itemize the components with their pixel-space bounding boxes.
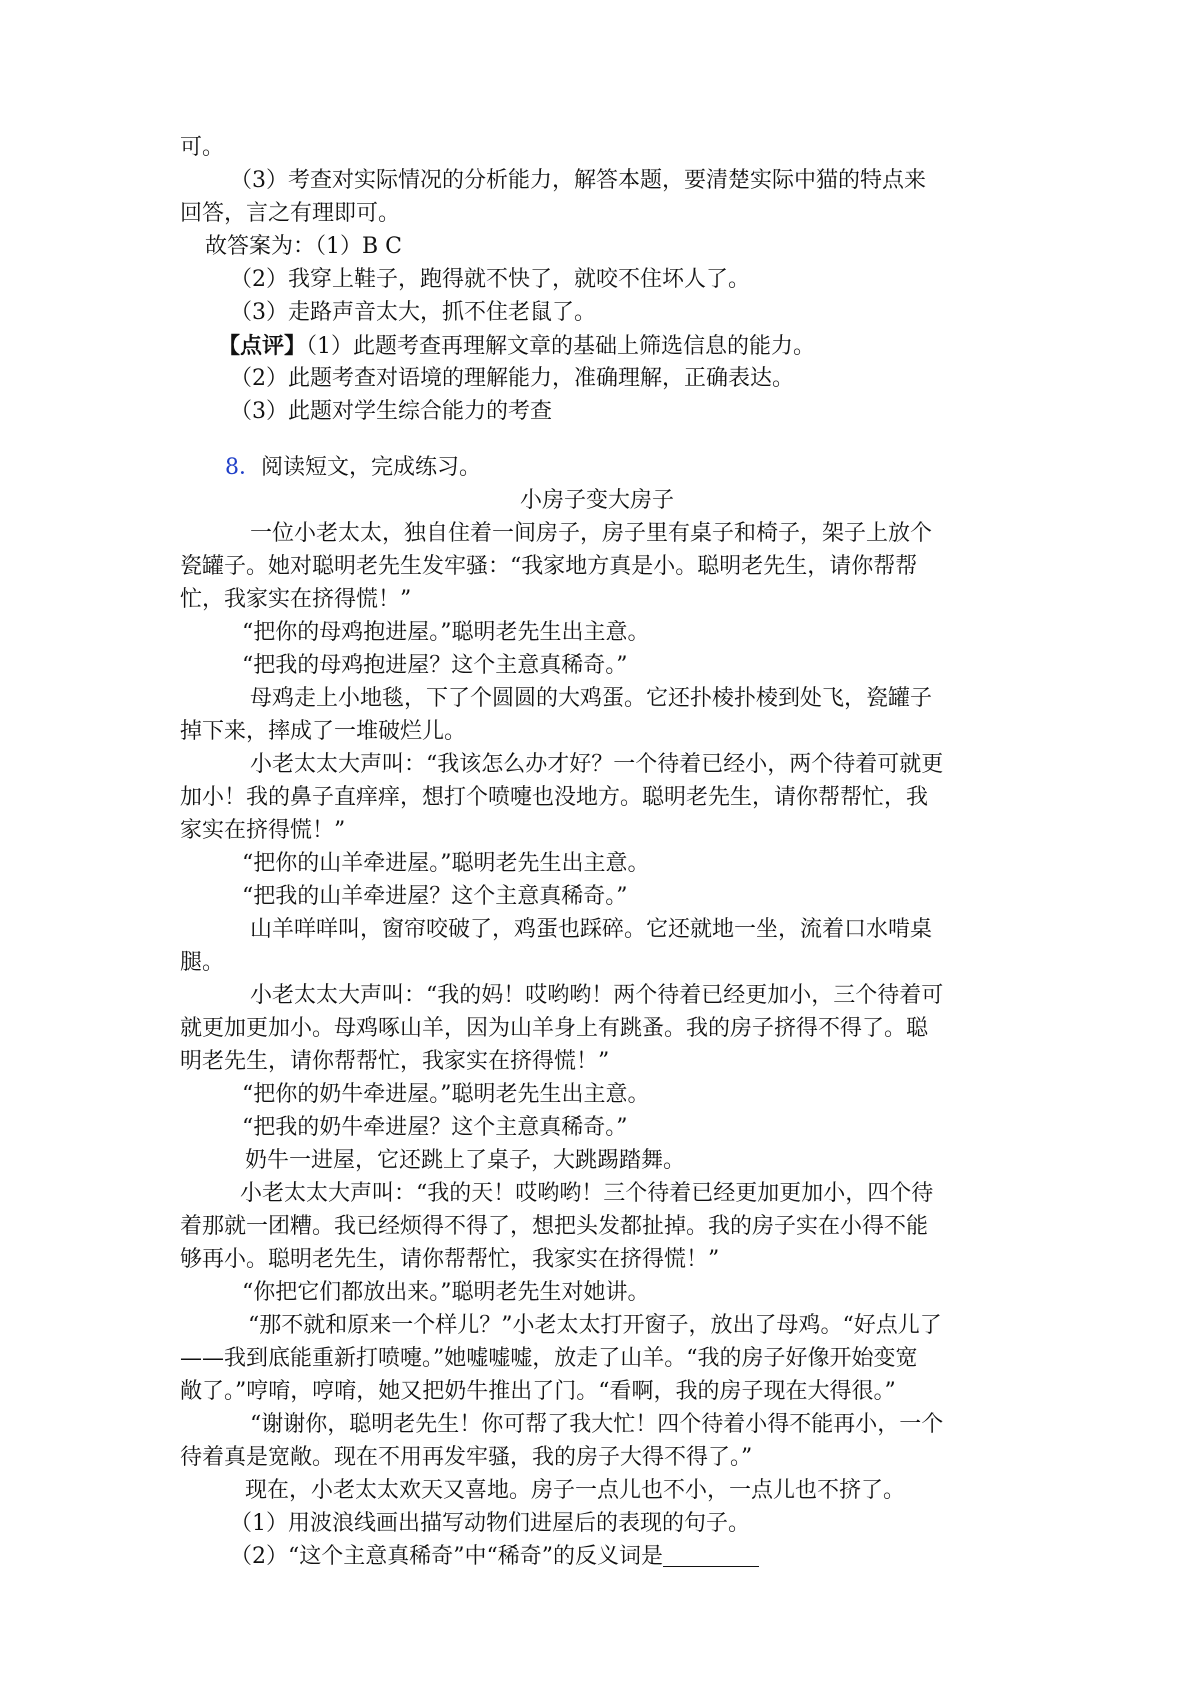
passage-line: 山羊咩咩叫，窗帘咬破了，鸡蛋也踩碎。它还就地一坐，流着口水啃桌: [250, 917, 933, 942]
passage-line: 腿。: [180, 950, 225, 975]
passage-line: 一位小老太太，独自住着一间房子，房子里有桌子和椅子，架子上放个: [250, 521, 933, 546]
passage-line: 奶牛一进屋，它还跳上了桌子，大跳踢踏舞。: [245, 1148, 686, 1173]
text-line: 可。: [180, 135, 225, 160]
passage-line: ——我到底能重新打喷嚏。”她嘘嘘嘘，放走了山羊。“我的房子好像开始变宽: [180, 1346, 918, 1371]
passage-line: 够再小。聪明老先生，请你帮帮忙，我家实在挤得慌！”: [180, 1247, 720, 1272]
passage-line: 明老先生，请你帮帮忙，我家实在挤得慌！”: [180, 1049, 610, 1074]
passage-line: 加小！我的鼻子直痒痒，想打个喷嚏也没地方。聪明老先生，请你帮帮忙，我: [180, 785, 929, 810]
passage-line: 敞了。”哼唷，哼唷，她又把奶牛推出了门。“看啊，我的房子现在大得很。”: [180, 1379, 896, 1404]
question-number: 8．: [225, 455, 261, 480]
passage-line: “谢谢你，聪明老先生！你可帮了我大忙！四个待着小得不能再小，一个: [250, 1412, 944, 1437]
sub-question-1: （1）用波浪线画出描写动物们进屋后的表现的句子。: [230, 1511, 750, 1536]
passage-line: 小老太太大声叫：“我该怎么办才好？一个待着已经小，两个待着可就更: [250, 752, 944, 777]
passage-line: 忙，我家实在挤得慌！”: [180, 587, 412, 612]
passage-line: 着那就一团糟。我已经烦得不得了，想把头发都扯掉。我的房子实在小得不能: [180, 1214, 929, 1239]
comment-line: （3）此题对学生综合能力的考查: [230, 399, 552, 424]
comment-tag: 【点评】: [218, 333, 307, 359]
passage-line: “那不就和原来一个样儿？”小老太太打开窗子，放出了母鸡。“好点儿了: [248, 1313, 942, 1338]
question-prompt: 阅读短文，完成练习。: [261, 455, 482, 480]
passage-line: “把你的山羊牵进屋。”聪明老先生出主意。: [242, 851, 650, 876]
text-line: （3）考查对实际情况的分析能力，解答本题，要清楚实际中猫的特点来: [230, 168, 926, 193]
comment-text: （1）此题考查再理解文章的基础上筛选信息的能力。: [306, 334, 816, 359]
answer-item: （2）我穿上鞋子，跑得就不快了，就咬不住坏人了。: [230, 267, 750, 292]
passage-line: “把我的母鸡抱进屋？这个主意真稀奇。”: [242, 653, 628, 678]
answer-item: （3）走路声音太大，抓不住老鼠了。: [230, 300, 596, 325]
passage-line: “你把它们都放出来。”聪明老先生对她讲。: [242, 1280, 650, 1305]
comment-line: [218, 330, 815, 362]
passage-line: 母鸡走上小地毯，下了个圆圆的大鸡蛋。它还扑棱扑棱到处飞，瓷罐子: [250, 686, 933, 711]
passage-line: 瓷罐子。她对聪明老先生发牢骚：“我家地方真是小。聪明老先生，请你帮帮: [180, 554, 918, 579]
passage-line: “把我的山羊牵进屋？这个主意真稀奇。”: [242, 884, 628, 909]
question-header: [225, 452, 481, 484]
passage-line: 就更加更加小。母鸡啄山羊，因为山羊身上有跳蚤。我的房子挤得不得了。聪: [180, 1016, 929, 1041]
sub-question-2-text: （2）“这个主意真稀奇”中“稀奇”的反义词是: [230, 1544, 663, 1569]
passage-line: 家实在挤得慌！”: [180, 818, 346, 843]
sub-question-2: [230, 1541, 759, 1573]
passage-line: 待着真是宽敞。现在不用再发牢骚，我的房子大得不得了。”: [180, 1445, 753, 1470]
passage-line: 小老太太大声叫：“我的妈！哎哟哟！两个待着已经更加小，三个待着可: [250, 983, 944, 1008]
passage-title: 小房子变大房子: [520, 488, 675, 513]
passage-line: 掉下来，摔成了一堆破烂儿。: [180, 719, 467, 744]
passage-line: 小老太太大声叫：“我的天！哎哟哟！三个待着已经更加更加小，四个待: [240, 1181, 934, 1206]
answer-blank[interactable]: [663, 1544, 759, 1567]
answer-label: 故答案为：（1）B C: [205, 234, 402, 259]
passage-line: “把你的奶牛牵进屋。”聪明老先生出主意。: [242, 1082, 650, 1107]
passage-line: “把你的母鸡抱进屋。”聪明老先生出主意。: [242, 620, 650, 645]
comment-line: （2）此题考查对语境的理解能力，准确理解，正确表达。: [230, 366, 794, 391]
passage-line: “把我的奶牛牵进屋？这个主意真稀奇。”: [242, 1115, 628, 1140]
text-line: 回答，言之有理即可。: [180, 201, 401, 226]
passage-line: 现在，小老太太欢天又喜地。房子一点儿也不小，一点儿也不挤了。: [245, 1478, 906, 1503]
